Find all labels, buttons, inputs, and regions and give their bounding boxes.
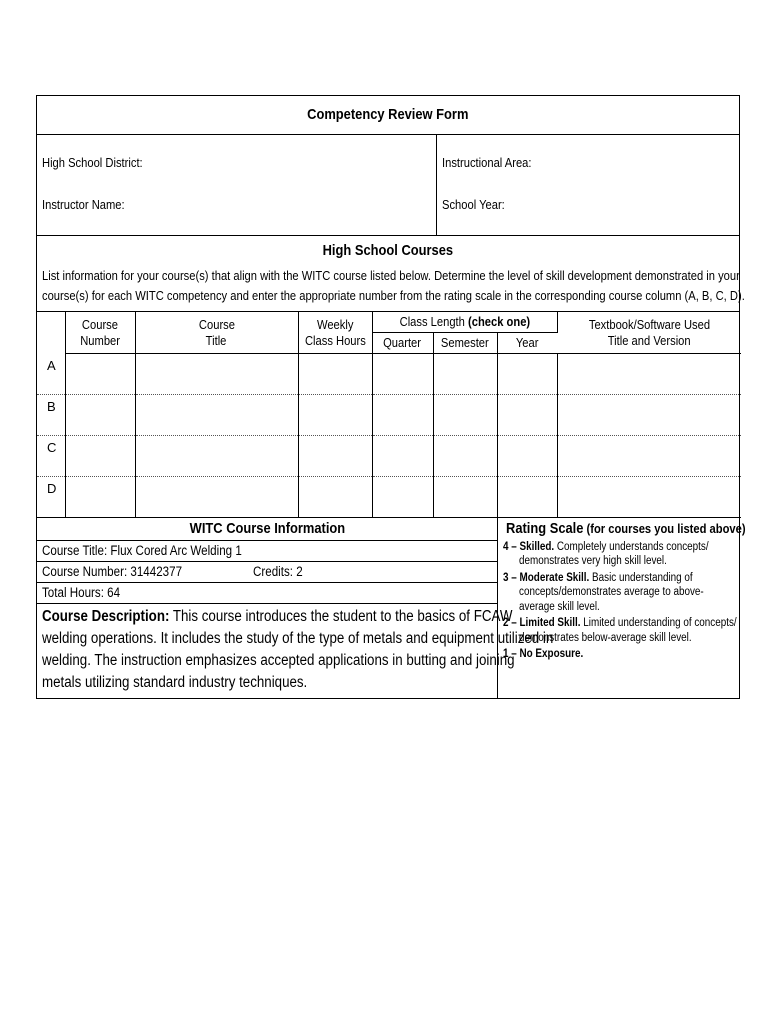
witc-credits: Credits: 2: [253, 563, 303, 579]
textbook-cell[interactable]: [557, 394, 741, 435]
quarter-cell[interactable]: [372, 435, 433, 476]
course-title-cell[interactable]: [135, 394, 298, 435]
year-cell[interactable]: [497, 435, 557, 476]
witc-course-number-row: [37, 562, 497, 583]
row-label-header: [37, 312, 65, 354]
course-row-c: [37, 435, 741, 476]
year-cell[interactable]: [497, 394, 557, 435]
rating-item-2: 2 – Limited Skill. Limited understanding of concepts/ demonstrates below-average skill level.: [503, 617, 737, 644]
textbook-cell[interactable]: [557, 476, 741, 517]
rating-scale-heading: Rating Scale (for courses you listed above): [506, 519, 746, 537]
textbook-cell[interactable]: [557, 354, 741, 395]
high-school-courses-heading: High School Courses: [322, 242, 454, 259]
weekly-hours-cell[interactable]: [298, 435, 372, 476]
courses-header-row: [37, 312, 741, 333]
course-row-a: [37, 354, 741, 395]
weekly-hours-cell[interactable]: [298, 354, 372, 395]
course-number-cell[interactable]: [65, 435, 135, 476]
row-letter: A: [37, 354, 65, 395]
course-number-cell[interactable]: [65, 354, 135, 395]
quarter-cell[interactable]: [372, 354, 433, 395]
bottom-section: [37, 518, 746, 698]
instructions-line-1: List information for your course(s) that align with the WITC course listed below. Determine the level of skill development demonstrated in your: [42, 268, 740, 283]
courses-instructions: [37, 262, 745, 312]
description-line-2: welding operations. It includes the study of the type of metals and equipment utilized in: [42, 629, 554, 647]
rating-item-3: 3 – Moderate Skill. Basic understanding of concepts/demonstrates average to above- average skill level.: [503, 571, 704, 613]
course-title-cell[interactable]: [135, 435, 298, 476]
semester-cell[interactable]: [433, 476, 497, 517]
courses-table: [37, 312, 741, 518]
course-row-d: [37, 476, 741, 517]
description-line-3: welding. The instruction emphasizes accepted applications in butting and joining: [42, 651, 515, 669]
course-row-b: [37, 394, 741, 435]
info-right: [437, 135, 739, 235]
witc-total-hours: Total Hours: 64: [37, 583, 497, 604]
semester-cell[interactable]: [433, 354, 497, 395]
witc-course-title: Course Title: Flux Cored Arc Welding 1: [37, 541, 497, 562]
description-label: Course Description:: [42, 607, 170, 625]
course-number-cell[interactable]: [65, 394, 135, 435]
instructional-area-label: Instructional Area:: [442, 155, 532, 170]
rating-scale: [498, 518, 770, 698]
semester-cell[interactable]: [433, 394, 497, 435]
weekly-hours-cell[interactable]: [298, 394, 372, 435]
course-number-cell[interactable]: [65, 476, 135, 517]
row-letter: C: [37, 435, 65, 476]
witc-heading: WITC Course Information: [37, 518, 497, 541]
instructions-line-2: course(s) for each WITC competency and enter the appropriate number from the rating scale in the corresponding course column (A, B, C, D).: [42, 288, 745, 303]
form-title: Competency Review Form: [307, 106, 469, 123]
high-school-district-label: High School District:: [42, 155, 143, 170]
form-title-row: [37, 96, 739, 135]
info-section: [37, 135, 739, 236]
course-number-header: Course Number: [65, 312, 135, 354]
school-year-label: School Year:: [442, 197, 505, 212]
rating-item-4: 4 – Skilled. Completely understands concepts/ demonstrates very high skill level.: [503, 540, 709, 567]
course-title-cell[interactable]: [135, 354, 298, 395]
row-letter: B: [37, 394, 65, 435]
course-title-header: Course Title: [135, 312, 298, 354]
info-left: [37, 135, 437, 235]
semester-cell[interactable]: [433, 435, 497, 476]
quarter-cell[interactable]: [372, 476, 433, 517]
textbook-header: Textbook/Software Used Title and Version: [557, 312, 741, 354]
class-length-header: Class Length (check one): [372, 312, 557, 333]
year-header: Year: [497, 333, 557, 354]
description-line-4: metals utilizing standard industry techniques.: [42, 673, 308, 691]
description-line-1: This course introduces the student to the basics of FCAW: [169, 607, 513, 625]
course-title-cell[interactable]: [135, 476, 298, 517]
weekly-class-hours-header: Weekly Class Hours: [298, 312, 372, 354]
quarter-header: Quarter: [372, 333, 433, 354]
year-cell[interactable]: [497, 476, 557, 517]
semester-header: Semester: [433, 333, 497, 354]
weekly-hours-cell[interactable]: [298, 476, 372, 517]
witc-course-number: Course Number: 31442377: [42, 563, 183, 579]
year-cell[interactable]: [497, 354, 557, 395]
quarter-cell[interactable]: [372, 394, 433, 435]
rating-item-1: 1 – No Exposure.: [503, 648, 584, 660]
competency-review-form: [36, 95, 746, 699]
row-letter: D: [37, 476, 65, 517]
textbook-cell[interactable]: [557, 435, 741, 476]
instructor-name-label: Instructor Name:: [42, 197, 125, 212]
